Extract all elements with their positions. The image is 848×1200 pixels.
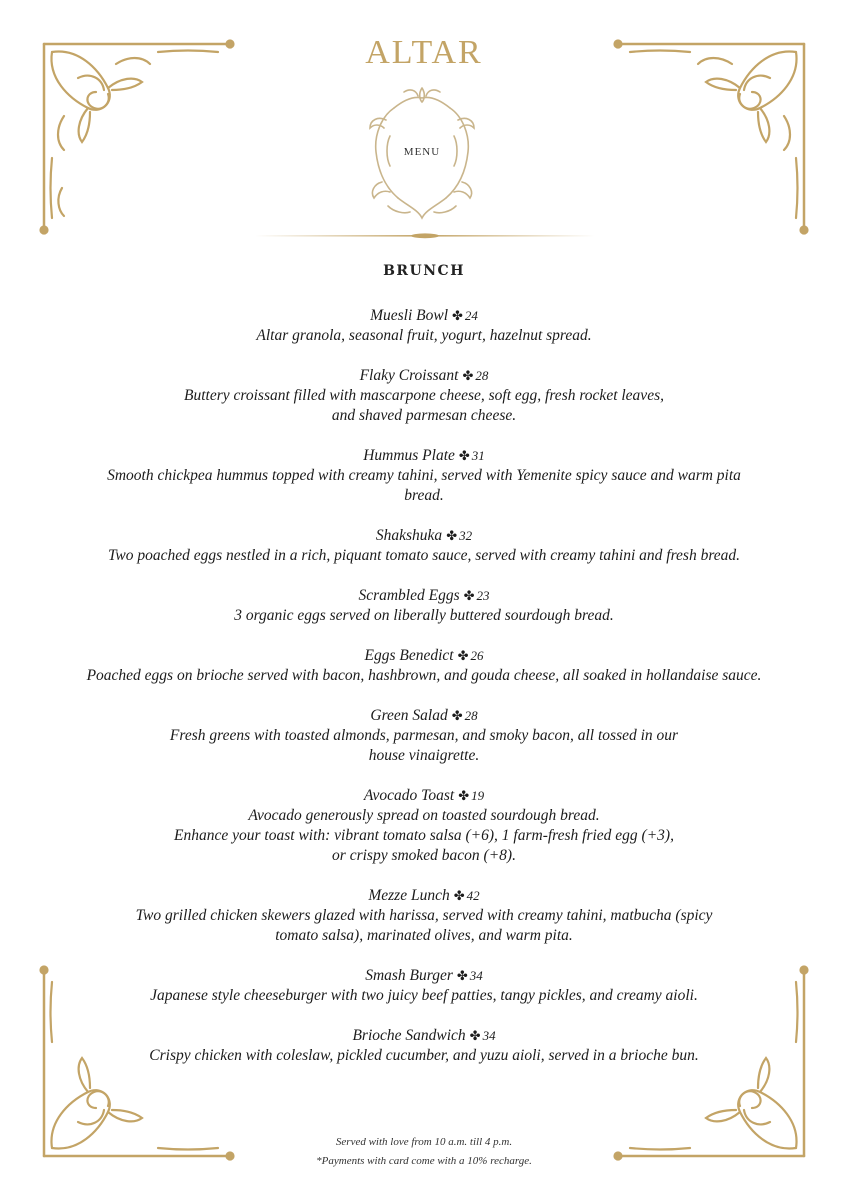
menu-item-description-line: 3 organic eggs served on liberally buttered sourdough bread. [234,607,614,624]
menu-item-price: 26 [470,648,484,663]
menu-item-price: 19 [471,788,485,803]
menu-item-description-line: and shaved parmesan cheese. [331,407,517,424]
menu-item-description-line: or crispy smoked bacon (+8). [332,847,516,864]
menu-item-header [0,366,848,386]
menu-item [0,306,848,346]
menu-item-name: Muesli Bowl [370,307,449,324]
menu-item [0,886,848,946]
crest-label: MENU [403,146,441,158]
menu-item-header [0,646,848,666]
menu-item-header [0,1026,848,1046]
footer [0,1133,848,1171]
menu-item-description-line: Two grilled chicken skewers glazed with harissa, served with creamy tahini, matbucha (spicy [135,907,713,924]
menu-item-name: Mezze Lunch [368,887,450,904]
footer-note: *Payments with card come with a 10% recharge. [316,1155,532,1167]
menu-item-price: 42 [466,888,480,903]
menu-item-header [0,706,848,726]
menu-item-name: Eggs Benedict [364,647,454,664]
menu-item-header [0,786,848,806]
menu-item-description-line: Two poached eggs nestled in a rich, piquant tomato sauce, served with creamy tahini and fresh bread. [107,547,741,564]
clover-separator-icon: ✤ [469,1028,481,1043]
menu-item-header [0,526,848,546]
menu-item-price: 23 [476,588,490,603]
menu-item-description-line: tomato salsa), marinated olives, and warm pita. [275,927,573,944]
menu-item-description-line: Smooth chickpea hummus topped with creamy tahini, served with Yemenite spicy sauce and warm pita [107,467,741,484]
clover-separator-icon: ✤ [458,788,470,803]
menu-item [0,586,848,626]
clover-separator-icon: ✤ [457,648,469,663]
menu-item [0,786,848,866]
clover-separator-icon: ✤ [452,308,463,323]
menu-item-header [0,306,848,326]
menu-item [0,366,848,426]
menu-list [0,306,848,1086]
menu-item-name: Flaky Croissant [359,367,459,384]
menu-item-description-line: Enhance your toast with: vibrant tomato salsa (+6), 1 farm-fresh fried egg (+3), [174,827,674,844]
ornamental-crest-icon [364,86,480,224]
menu-item-header [0,886,848,906]
menu-item-description-line: house vinaigrette. [368,747,480,764]
menu-item-description-line: Japanese style cheeseburger with two juicy beef patties, tangy pickles, and creamy aioli. [150,987,698,1004]
clover-separator-icon: ✤ [462,368,474,383]
clover-separator-icon: ✤ [458,448,470,463]
menu-item-price: 34 [469,968,483,983]
menu-item-description-line: Crispy chicken with coleslaw, pickled cucumber, and yuzu aioli, served in a brioche bun. [149,1047,699,1064]
clover-separator-icon: ✤ [451,708,463,723]
menu-item-price: 31 [471,448,485,463]
menu-item-name: Scrambled Eggs [358,587,460,604]
menu-item-name: Hummus Plate [363,447,455,464]
menu-item [0,966,848,1006]
menu-item-name: Green Salad [370,707,448,724]
menu-item-name: Avocado Toast [363,787,455,804]
clover-separator-icon: ✤ [463,588,475,603]
menu-item-name: Brioche Sandwich [352,1027,466,1044]
menu-item-name: Shakshuka [375,527,443,544]
menu-item-description-line: Fresh greens with toasted almonds, parmesan, and smoky bacon, all tossed in our [169,727,679,744]
menu-item-header [0,446,848,466]
menu-item [0,526,848,566]
footer-hours: Served with love from 10 a.m. till 4 p.m. [335,1136,513,1148]
menu-item-price: 32 [459,528,473,543]
menu-item [0,1026,848,1066]
clover-separator-icon: ✤ [453,888,465,903]
menu-item-name: Smash Burger [365,967,453,984]
menu-item-header [0,586,848,606]
menu-item-price: 28 [475,368,489,383]
menu-item-description-line: Buttery croissant filled with mascarpone cheese, soft egg, fresh rocket leaves, [184,387,664,404]
menu-item-price: 28 [464,708,478,723]
clover-separator-icon: ✤ [446,528,458,543]
menu-item-price: 34 [482,1028,496,1043]
menu-item-description-line: Poached eggs on brioche served with bacon, hashbrown, and gouda cheese, all soaked in hollandaise sauce. [86,667,762,684]
brand-title: ALTAR [365,34,483,71]
menu-item [0,706,848,766]
menu-item-description-line: bread. [404,487,444,504]
gold-divider [255,233,595,239]
clover-separator-icon: ✤ [456,968,468,983]
menu-item-price: 24 [464,308,478,323]
menu-item-description-line: Altar granola, seasonal fruit, yogurt, hazelnut spread. [256,327,592,344]
menu-item-description-line: Avocado generously spread on toasted sourdough bread. [248,807,600,824]
menu-item-header [0,966,848,986]
menu-item [0,446,848,506]
menu-item [0,646,848,686]
section-title: BRUNCH [383,263,465,279]
